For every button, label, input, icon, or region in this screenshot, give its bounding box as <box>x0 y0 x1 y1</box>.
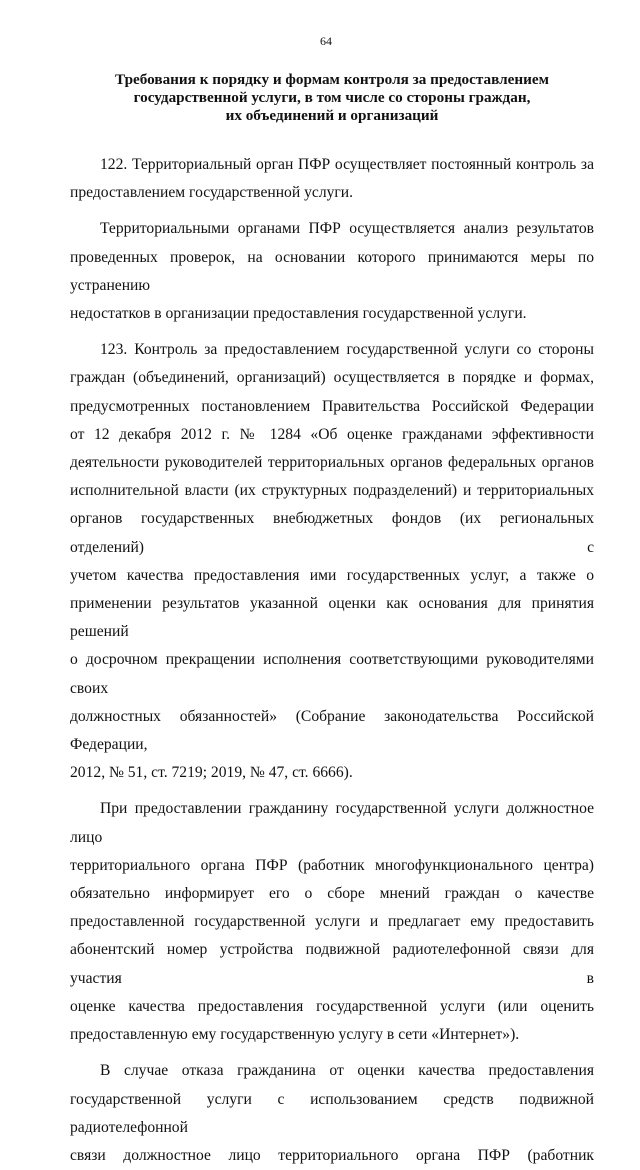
text-line: применении результатов указанной оценки как основания для принятия решений <box>70 595 594 641</box>
text-line: связи должностное лицо территориального органа ПФР (работник <box>70 1146 594 1164</box>
text-line: государственной услуги с использованием средств подвижной радиотелефонной <box>70 1090 594 1136</box>
text-line: предоставленную ему государственную услугу в сети «Интернет»). <box>70 1026 520 1044</box>
text-line: граждан (объединений, организаций) осуществляется в порядке и формах, <box>70 369 594 387</box>
paragraph <box>70 151 594 207</box>
body-text <box>70 151 594 1170</box>
paragraph <box>70 795 594 1049</box>
text-line: учетом качества предоставления ими государственных услуг, а также о <box>70 566 594 584</box>
text-line: Территориальными органами ПФР осуществляется анализ результатов <box>100 220 594 238</box>
text-line: проведенных проверок, на основании которого принимаются меры по устранению <box>70 248 594 294</box>
paragraph <box>70 215 594 328</box>
text-line: оценке качества предоставления государственной услуги (или оценить <box>70 997 594 1015</box>
text-line: органов государственных внебюджетных фондов (их региональных отделений) с <box>70 510 594 556</box>
text-line: 123. Контроль за предоставлением государственной услуги со стороны <box>100 341 594 359</box>
text-line: должностных обязанностей» (Собрание законодательства Российской Федерации, <box>70 707 594 754</box>
text-line: абонентский номер устройства подвижной радиотелефонной связи для участия в <box>70 941 594 987</box>
text-line: 2012, № 51, ст. 7219; 2019, № 47, ст. 6666). <box>70 764 353 782</box>
text-line: от 12 декабря 2012 г. № 1284 «Об оценке гражданами эффективности <box>70 425 594 443</box>
text-line: обязательно информирует его о сборе мнений граждан о качестве <box>70 885 594 903</box>
text-line: недостатков в организации предоставления государственной услуги. <box>70 305 527 323</box>
heading-line: их объединений и организаций <box>225 107 439 124</box>
page-number: 64 <box>320 34 332 48</box>
paragraph <box>70 336 594 787</box>
text-line: При предоставлении гражданину государственной услуги должностное лицо <box>70 800 594 846</box>
paragraph <box>70 1057 594 1170</box>
text-line: В случае отказа гражданина от оценки качества предоставления <box>100 1062 594 1080</box>
text-line: предусмотренных постановлением Правительства Российской Федерации <box>70 397 594 415</box>
section-heading <box>70 71 594 125</box>
text-line: предоставлением государственной услуги. <box>70 184 354 202</box>
text-line: исполнительной власти (их структурных подразделений) и территориальных <box>70 482 594 500</box>
text-line: деятельности руководителей территориальных органов федеральных органов <box>70 454 594 472</box>
text-line: предоставленной государственной услуги и предлагает ему предоставить <box>70 913 594 931</box>
heading-line: Требования к порядку и формам контроля за предоставлением <box>115 71 549 88</box>
text-line: территориального органа ПФР (работник многофункционального центра) <box>70 856 594 874</box>
heading-line: государственной услуги, в том числе со стороны граждан, <box>133 89 531 106</box>
text-line: 122. Территориальный орган ПФР осуществляет постоянный контроль за <box>100 156 594 173</box>
text-line: о досрочном прекращении исполнения соответствующими руководителями своих <box>70 651 594 697</box>
